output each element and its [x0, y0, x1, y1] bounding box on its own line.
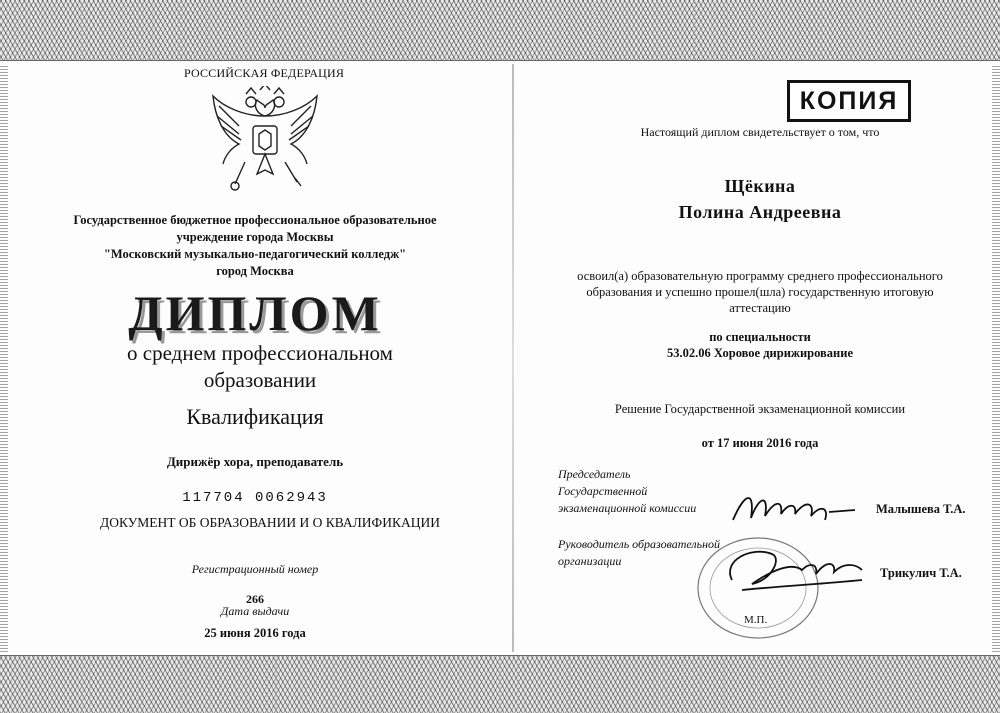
commission-date: от 17 июня 2016 года [701, 436, 819, 450]
chair-label-line: Председатель [558, 467, 631, 481]
chair-label-line: Государственной [558, 484, 648, 498]
completion-line: образования и успешно прошел(шла) государственную итоговую [586, 285, 934, 299]
subtitle-line: образовании [203, 368, 317, 392]
completion-line: аттестацию [729, 301, 791, 315]
intro-text: Настоящий диплом свидетельствует о том, что [640, 125, 880, 139]
registration-number: 266 [246, 592, 264, 606]
diploma-serial-number: 117704 0062943 [182, 490, 328, 506]
institution-line: учреждение города Москвы [176, 230, 334, 244]
top-guilloche-border [0, 0, 1000, 64]
subtitle-line: о среднем профессиональном [127, 341, 393, 365]
bottom-guilloche-border [0, 652, 1000, 713]
qualification-value: Дирижёр хора, преподаватель [166, 454, 344, 469]
chair-signature-icon [725, 482, 875, 532]
registration-label: Регистрационный номер [191, 562, 319, 576]
country-label: РОССИЙСКАЯ ФЕДЕРАЦИЯ [184, 66, 345, 80]
head-signature-icon [712, 540, 872, 600]
head-name: Трикулич Т.А. [880, 566, 962, 580]
specialty-heading: по специальности [709, 330, 811, 344]
completion-line: освоил(а) образовательную программу среднего профессионального [577, 269, 943, 283]
specialty-value: 53.02.06 Хоровое дирижирование [666, 346, 854, 360]
double-headed-eagle-emblem-icon [205, 86, 325, 196]
institution-line: город Москва [216, 264, 294, 278]
qualification-heading: Квалификация [186, 404, 324, 429]
seal-label: М.П. [744, 614, 768, 626]
issue-date: 25 июня 2016 года [204, 626, 306, 640]
program-completion-text [530, 268, 990, 316]
page-fold [512, 64, 514, 652]
institution-name [40, 212, 470, 280]
diploma-title: ДИПЛОМ [128, 285, 382, 341]
right-border [992, 64, 1000, 652]
chair-label-line: экзаменационной комиссии [558, 501, 697, 515]
holder-given-names: Полина Андреевна [678, 202, 842, 222]
head-label-line: Руководитель образовательной [558, 537, 721, 551]
document-type: ДОКУМЕНТ ОБ ОБРАЗОВАНИИ И О КВАЛИФИКАЦИИ [100, 515, 440, 530]
head-label-line: организации [558, 554, 622, 568]
holder-surname: Щёкина [724, 176, 796, 196]
issue-date-label: Дата выдачи [220, 604, 290, 618]
copy-stamp: КОПИЯ [787, 80, 911, 122]
chair-name: Малышева Т.А. [876, 502, 966, 516]
chair-label [558, 466, 738, 517]
institution-line: "Московский музыкально-педагогический колледж" [103, 247, 407, 261]
diploma-subtitle [40, 340, 480, 394]
commission-decision: Решение Государственной экзаменационной комиссии [614, 402, 906, 416]
left-border [0, 64, 8, 652]
institution-line: Государственное бюджетное профессиональное образовательное [73, 213, 437, 227]
